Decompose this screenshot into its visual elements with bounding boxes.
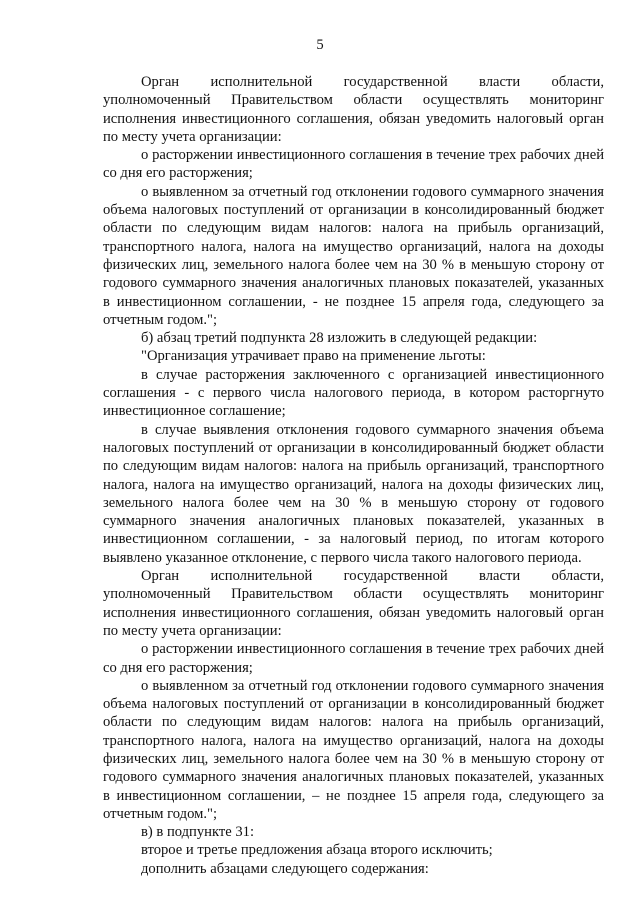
page-number: 5 <box>316 37 324 53</box>
paragraph: б) абзац третий подпункта 28 изложить в следующей редакции: <box>141 330 538 347</box>
paragraph: о выявленном за отчетный год отклонении годового суммарного значения объема налоговых поступлений от организации в консолидированный бюджет области по следующим видам налогов: налога на прибыль организаций, транспортного налога, налога на имущество организаций, налога на доходы физических лиц, земельного налога более чем на 30 % в меньшую сторону от годового суммарного значения аналогичных плановых показателей, указанных в инвестиционном соглашении, - не позднее 15 апреля года, следующего за отчетным годом."; <box>103 183 604 328</box>
paragraph: о расторжении инвестиционного соглашения в течение трех рабочих дней со дня его расторжения; <box>103 641 604 676</box>
paragraph: "Организация утрачивает право на применение льготы: <box>141 348 486 365</box>
paragraph: Орган исполнительной государственной власти области, уполномоченный Правительством области осуществлять мониторинг исполнения инвестиционного соглашения, обязан уведомить налоговый орган по месту учета организации: <box>103 74 604 145</box>
paragraph: о расторжении инвестиционного соглашения в течение трех рабочих дней со дня его расторжения; <box>103 147 604 182</box>
paragraph: Орган исполнительной государственной власти области, уполномоченный Правительством области осуществлять мониторинг исполнения инвестиционного соглашения, обязан уведомить налоговый орган по месту учета организации: <box>103 568 604 639</box>
paragraph: в случае выявления отклонения годового суммарного значения объема налоговых поступлений от организации в консолидированный бюджет области по следующим видам налогов: налога на прибыль организаций, транспортного налога, налога на имущество организаций, налога на доходы физических лиц, земельного налога более чем на 30 % в меньшую сторону от годового суммарного значения аналогичных плановых показателей, указанных в инвестиционном соглашении, - за налоговый период, по итогам которого выявлено указанное отклонение, с первого числа такого налогового периода. <box>103 421 604 566</box>
paragraph: в) в подпункте 31: <box>141 824 255 841</box>
document-body <box>103 73 604 878</box>
paragraph: в случае расторжения заключенного с организацией инвестиционного соглашения - с первого числа налогового периода, в котором расторгнуто инвестиционное соглашение; <box>103 366 604 420</box>
paragraph: дополнить абзацами следующего содержания: <box>141 860 429 877</box>
paragraph: второе и третье предложения абзаца второго исключить; <box>141 842 493 859</box>
paragraph: о выявленном за отчетный год отклонении годового суммарного значения объема налоговых поступлений от организации в консолидированный бюджет области по следующим видам налогов: налога на прибыль организаций, транспортного налога, налога на имущество организаций, налога на доходы физических лиц, земельного налога более чем на 30 % в меньшую сторону от годового суммарного значения аналогичных плановых показателей, указанных в инвестиционном соглашении, – не позднее 15 апреля года, следующего за отчетным годом."; <box>103 677 604 822</box>
